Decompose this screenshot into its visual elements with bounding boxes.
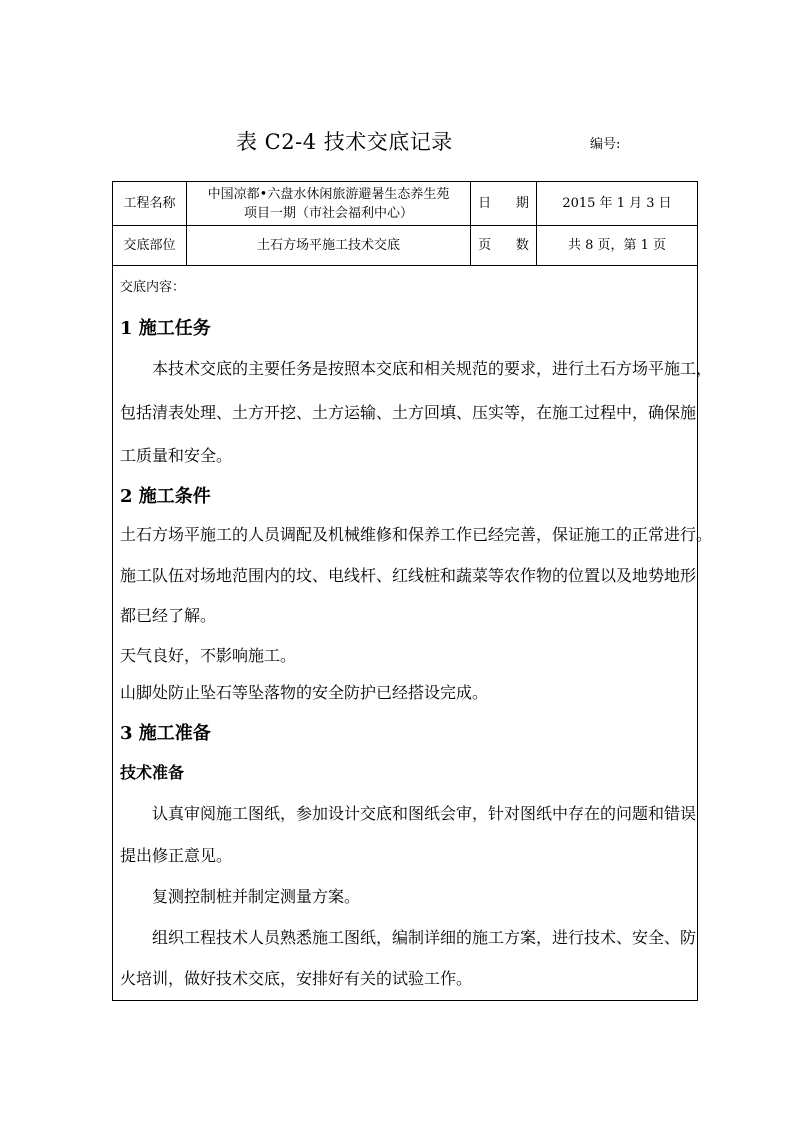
paragraph: 包括清表处理、土方开挖、土方运输、土方回填、压实等，在施工过程中，确保施 [120, 403, 697, 422]
section-heading-3: 3 施工准备 [120, 723, 211, 744]
project-name-line2: 项目一期（市社会福利中心） [243, 205, 413, 221]
disclosure-part-label: 交底部位 [123, 238, 176, 253]
paragraph: 施工队伍对场地范围内的坟、电线杆、红线桩和蔬菜等农作物的位置以及地势地形 [120, 566, 697, 585]
page-title: 表 C2-4 技术交底记录 [236, 130, 453, 154]
project-name-line1: 中国凉都•六盘水休闲旅游避暑生态养生苑 [207, 186, 450, 202]
project-name-value [187, 182, 470, 225]
paragraph: 都已经了解。 [120, 606, 217, 625]
date-label: 日 期 [478, 196, 529, 211]
disclosure-form [112, 181, 713, 1001]
disclosure-part-value: 土石方场平施工技术交底 [256, 238, 400, 253]
form-code-label: 编号: [590, 137, 621, 152]
pages-label: 页 数 [478, 238, 529, 253]
project-name-label: 工程名称 [123, 196, 176, 211]
paragraph: 组织工程技术人员熟悉施工图纸，编制详细的施工方案，进行技术、安全、防 [152, 928, 697, 947]
paragraph: 工质量和安全。 [120, 446, 233, 465]
paragraph: 土石方场平施工的人员调配及机械维修和保养工作已经完善，保证施工的正常进行。 [120, 525, 713, 544]
paragraph: 提出修正意见。 [120, 846, 233, 865]
pages-value: 共 8 页，第 1 页 [567, 238, 667, 253]
section-heading-2: 2 施工条件 [120, 486, 211, 507]
subsection-heading: 技术准备 [120, 763, 185, 782]
date-value: 2015 年 1 月 3 日 [562, 196, 672, 211]
paragraph: 山脚处防止坠石等坠落物的安全防护已经搭设完成。 [120, 683, 489, 702]
disclosure-content [113, 266, 713, 1000]
paragraph: 复测控制桩并制定测量方案。 [152, 887, 361, 906]
paragraph: 火培训，做好技术交底，安排好有关的试验工作。 [120, 969, 473, 988]
paragraph: 天气良好，不影响施工。 [120, 646, 297, 665]
section-heading-1: 1 施工任务 [120, 318, 211, 339]
paragraph: 认真审阅施工图纸，参加设计交底和图纸会审，针对图纸中存在的问题和错误 [152, 804, 697, 823]
content-label: 交底内容： [120, 280, 186, 295]
paragraph: 本技术交底的主要任务是按照本交底和相关规范的要求，进行土石方场平施工， [152, 359, 713, 378]
